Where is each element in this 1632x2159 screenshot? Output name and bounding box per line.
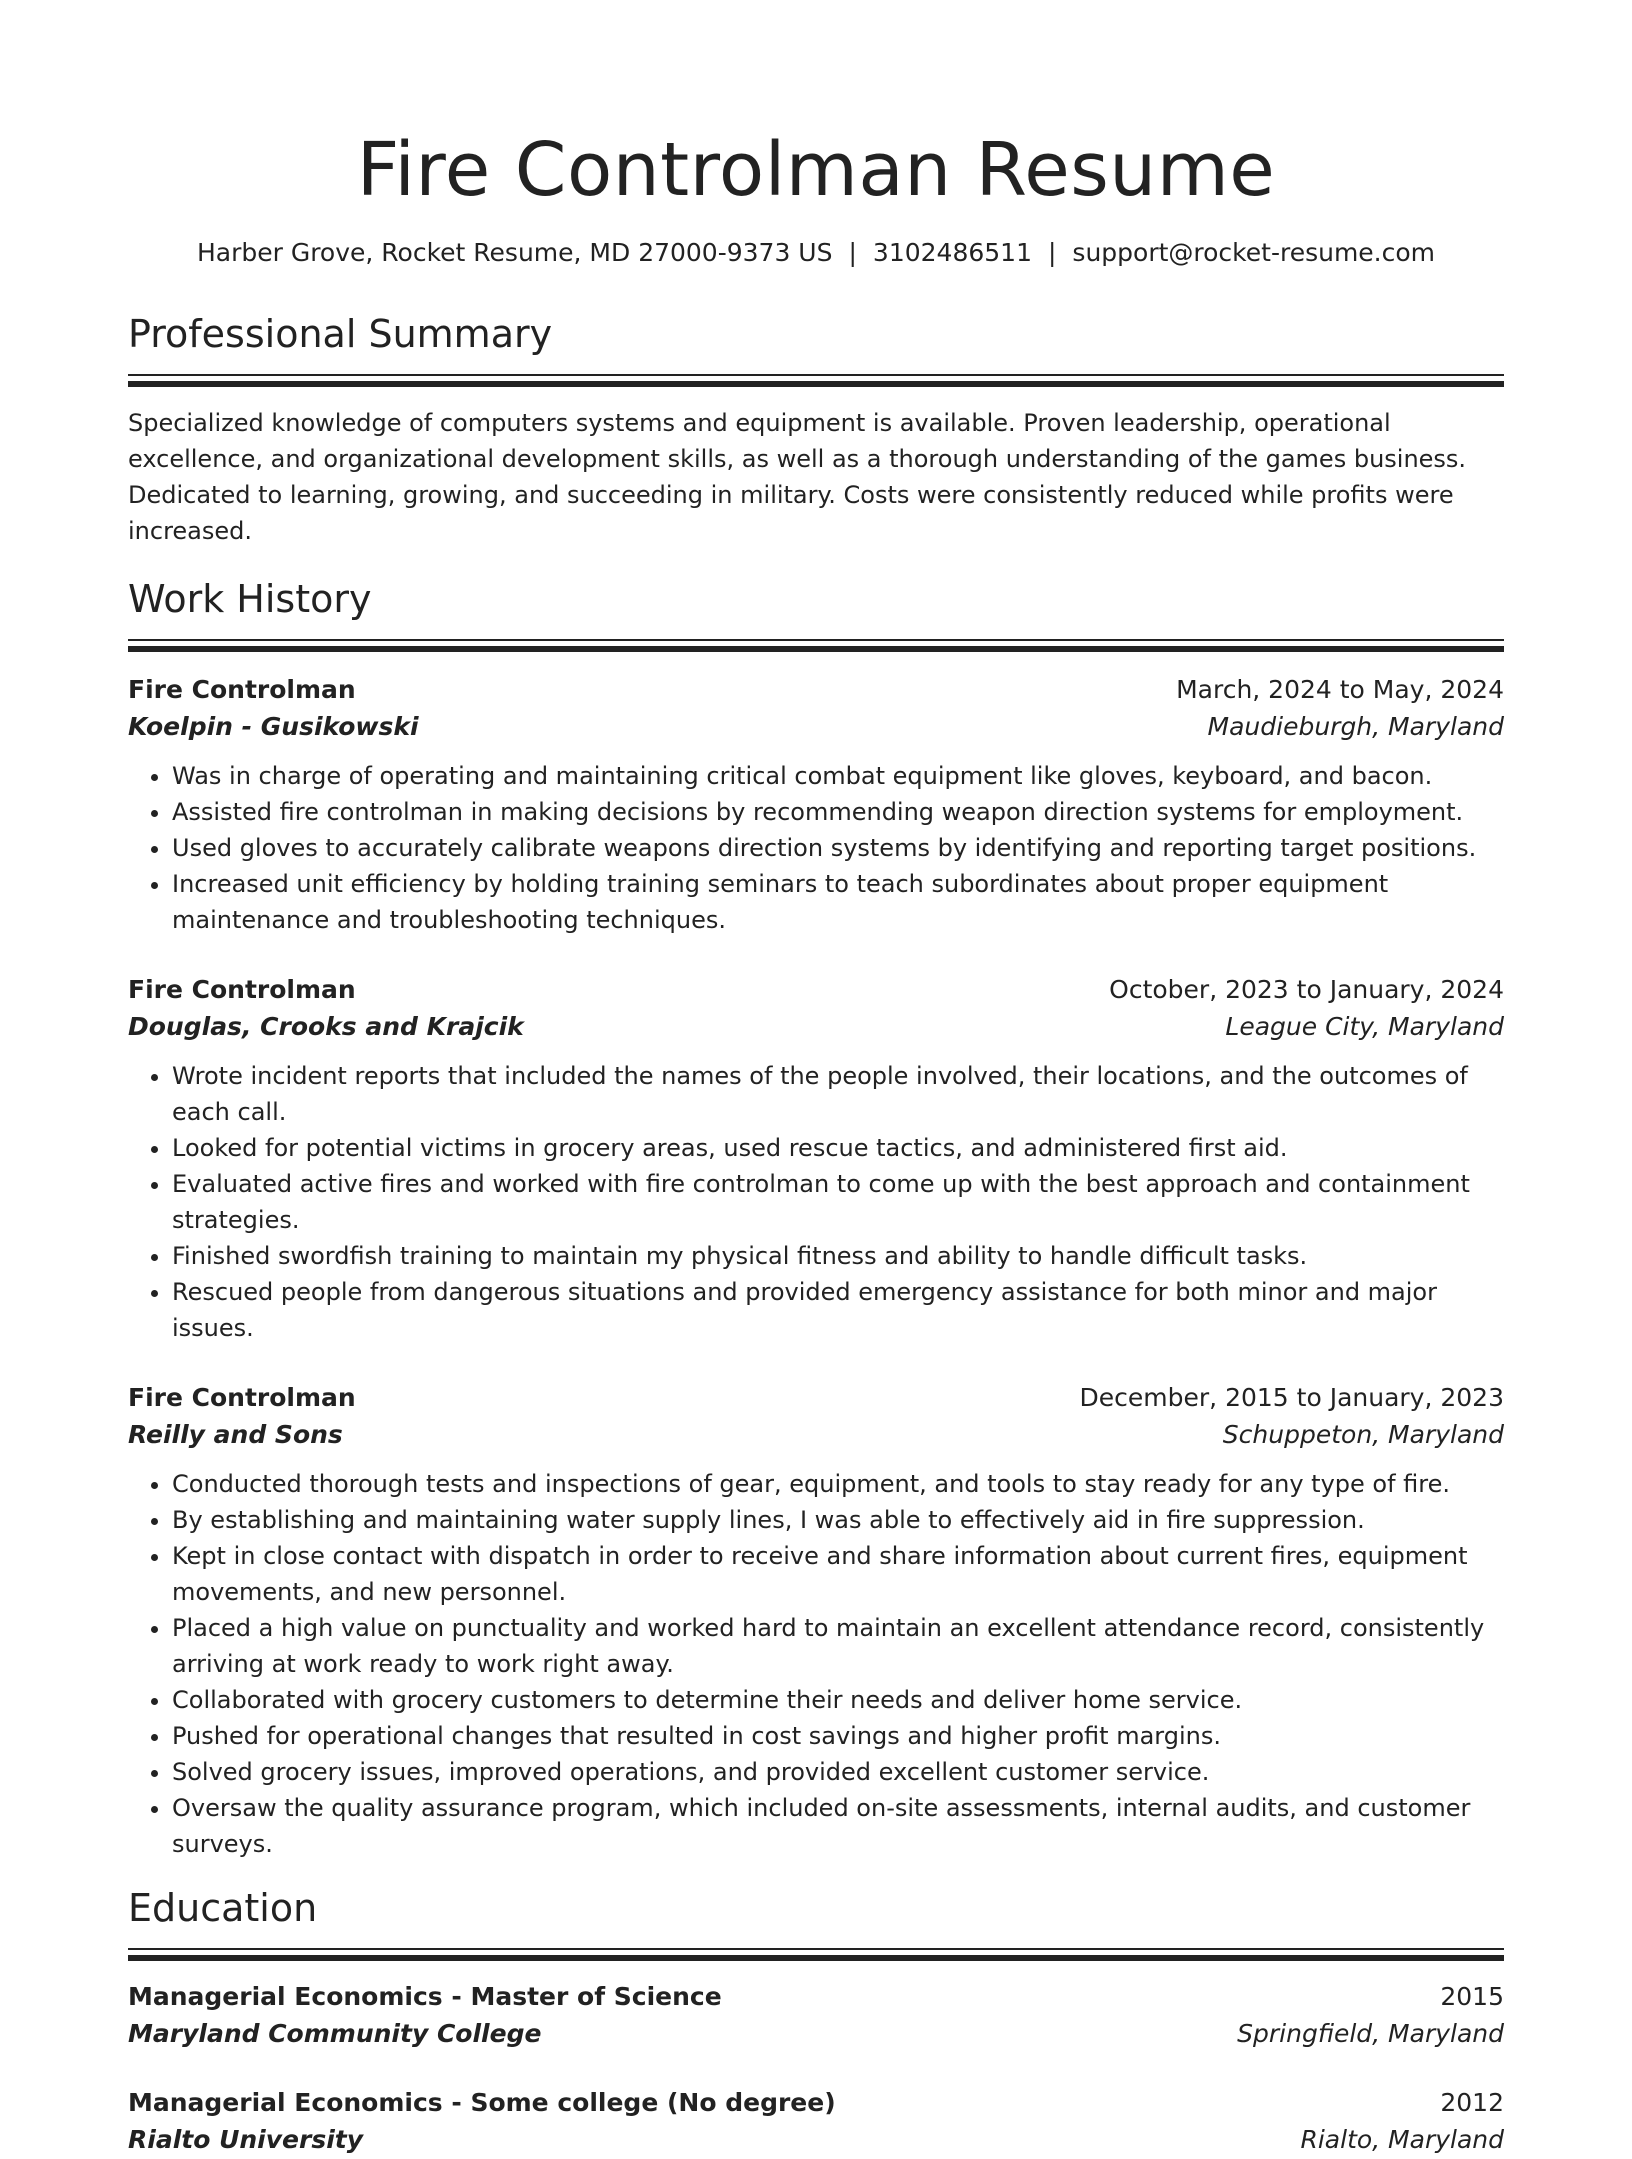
job-company: Reilly and Sons [128, 1420, 343, 1449]
education-year: 2012 [1440, 2088, 1504, 2117]
education-location: Rialto, Maryland [1300, 2125, 1504, 2154]
job-dates: March, 2024 to May, 2024 [1176, 675, 1504, 704]
contact-separator: | [848, 238, 857, 267]
contact-separator: | [1047, 238, 1057, 267]
section-divider [128, 646, 1504, 652]
job-company-row [128, 708, 1504, 746]
job-entry [128, 972, 1504, 1346]
section-divider [128, 374, 1504, 376]
job-bullet: • Wrote incident reports that included the names of the people involved, their locations, and the outcomes of each call. [172, 1058, 1504, 1130]
job-bullet-list [128, 758, 1504, 938]
summary-section [128, 310, 1504, 549]
job-header-row [128, 672, 1504, 708]
job-entry [128, 672, 1504, 938]
job-location: League City, Maryland [1225, 1012, 1504, 1041]
job-entry [128, 1380, 1504, 1862]
job-header-row [128, 1380, 1504, 1416]
job-bullet: • Was in charge of operating and maintaining critical combat equipment like gloves, keyboard, and bacon. [172, 758, 1504, 794]
job-location: Schuppeton, Maryland [1222, 1420, 1504, 1449]
education-header-row [128, 1979, 1504, 2015]
job-header-row [128, 972, 1504, 1008]
education-degree: Managerial Economics - Some college (No degree) [128, 2088, 836, 2117]
job-bullet: • Kept in close contact with dispatch in order to receive and share information about current fires, equipment movements, and new personnel. [172, 1538, 1504, 1610]
contact-address: Harber Grove, Rocket Resume, MD 27000-9373 US [196, 238, 833, 267]
education-degree: Managerial Economics - Master of Science [128, 1982, 722, 2011]
job-title: Fire Controlman [128, 975, 356, 1004]
section-divider [128, 639, 1504, 641]
job-bullet: • Placed a high value on punctuality and worked hard to maintain an excellent attendance record, consistently arriving at work ready to work right away. [172, 1610, 1504, 1682]
summary-text: Specialized knowledge of computers systems and equipment is available. Proven leadership, operational excellence, and organizational development skills, as well as a thorough understanding of the games business. Dedicated to learning, growing, and succeeding in military. Costs were consistently reduced while profits were increased. [128, 409, 1467, 545]
section-divider [128, 1955, 1504, 1961]
job-bullet: • By establishing and maintaining water supply lines, I was able to effectively aid in fire suppression. [172, 1502, 1504, 1538]
job-bullet-list [128, 1466, 1504, 1862]
contact-email: support@rocket-resume.com [1072, 238, 1436, 267]
job-location: Maudieburgh, Maryland [1207, 712, 1504, 741]
job-company: Douglas, Crooks and Krajcik [128, 1012, 524, 1041]
contact-line [128, 236, 1504, 270]
education-location: Springfield, Maryland [1237, 2019, 1504, 2048]
job-bullet: • Rescued people from dangerous situations and provided emergency assistance for both minor and major issues. [172, 1274, 1504, 1346]
job-bullet: • Assisted fire controlman in making decisions by recommending weapon direction systems for employment. [172, 794, 1504, 830]
job-bullet: • Evaluated active fires and worked with fire controlman to come up with the best approach and containment strategies. [172, 1166, 1504, 1238]
job-title: Fire Controlman [128, 675, 356, 704]
education-entry [128, 1979, 1504, 2053]
education-school-row [128, 2015, 1504, 2053]
resume-title: Fire Controlman Resume [356, 127, 1276, 213]
job-bullet-list [128, 1058, 1504, 1346]
section-divider [128, 381, 1504, 387]
education-year: 2015 [1440, 1982, 1504, 2011]
section-heading-work-history: Work History [128, 577, 372, 621]
education-school: Rialto University [128, 2125, 364, 2154]
section-heading-summary: Professional Summary [128, 312, 553, 356]
job-bullet: • Conducted thorough tests and inspections of gear, equipment, and tools to stay ready for any type of fire. [172, 1466, 1504, 1502]
job-title: Fire Controlman [128, 1383, 356, 1412]
job-company-row [128, 1008, 1504, 1046]
job-bullet: • Increased unit efficiency by holding training seminars to teach subordinates about proper equipment maintenance and troubleshooting techniques. [172, 866, 1504, 938]
job-bullet: • Finished swordfish training to maintain my physical fitness and ability to handle difficult tasks. [172, 1238, 1504, 1274]
job-bullet: • Looked for potential victims in grocery areas, used rescue tactics, and administered first aid. [172, 1130, 1504, 1166]
education-school: Maryland Community College [128, 2019, 542, 2048]
job-company-row [128, 1416, 1504, 1454]
job-dates: December, 2015 to January, 2023 [1079, 1383, 1504, 1412]
contact-phone: 3102486511 [872, 238, 1032, 267]
job-bullet: • Oversaw the quality assurance program, which included on-site assessments, internal audits, and customer surveys. [172, 1790, 1504, 1862]
job-bullet: • Used gloves to accurately calibrate weapons direction systems by identifying and reporting target positions. [172, 830, 1504, 866]
education-header-row [128, 2085, 1504, 2121]
job-dates: October, 2023 to January, 2024 [1109, 975, 1504, 1004]
education-section [128, 1884, 1504, 2159]
work-history-section [128, 575, 1504, 1862]
section-divider [128, 1948, 1504, 1950]
job-bullet: • Solved grocery issues, improved operations, and provided excellent customer service. [172, 1754, 1504, 1790]
job-company: Koelpin - Gusikowski [128, 712, 419, 741]
education-school-row [128, 2121, 1504, 2159]
job-bullet: • Collaborated with grocery customers to determine their needs and deliver home service. [172, 1682, 1504, 1718]
job-bullet: • Pushed for operational changes that resulted in cost savings and higher profit margins. [172, 1718, 1504, 1754]
section-heading-education: Education [128, 1886, 318, 1930]
education-entry [128, 2085, 1504, 2159]
